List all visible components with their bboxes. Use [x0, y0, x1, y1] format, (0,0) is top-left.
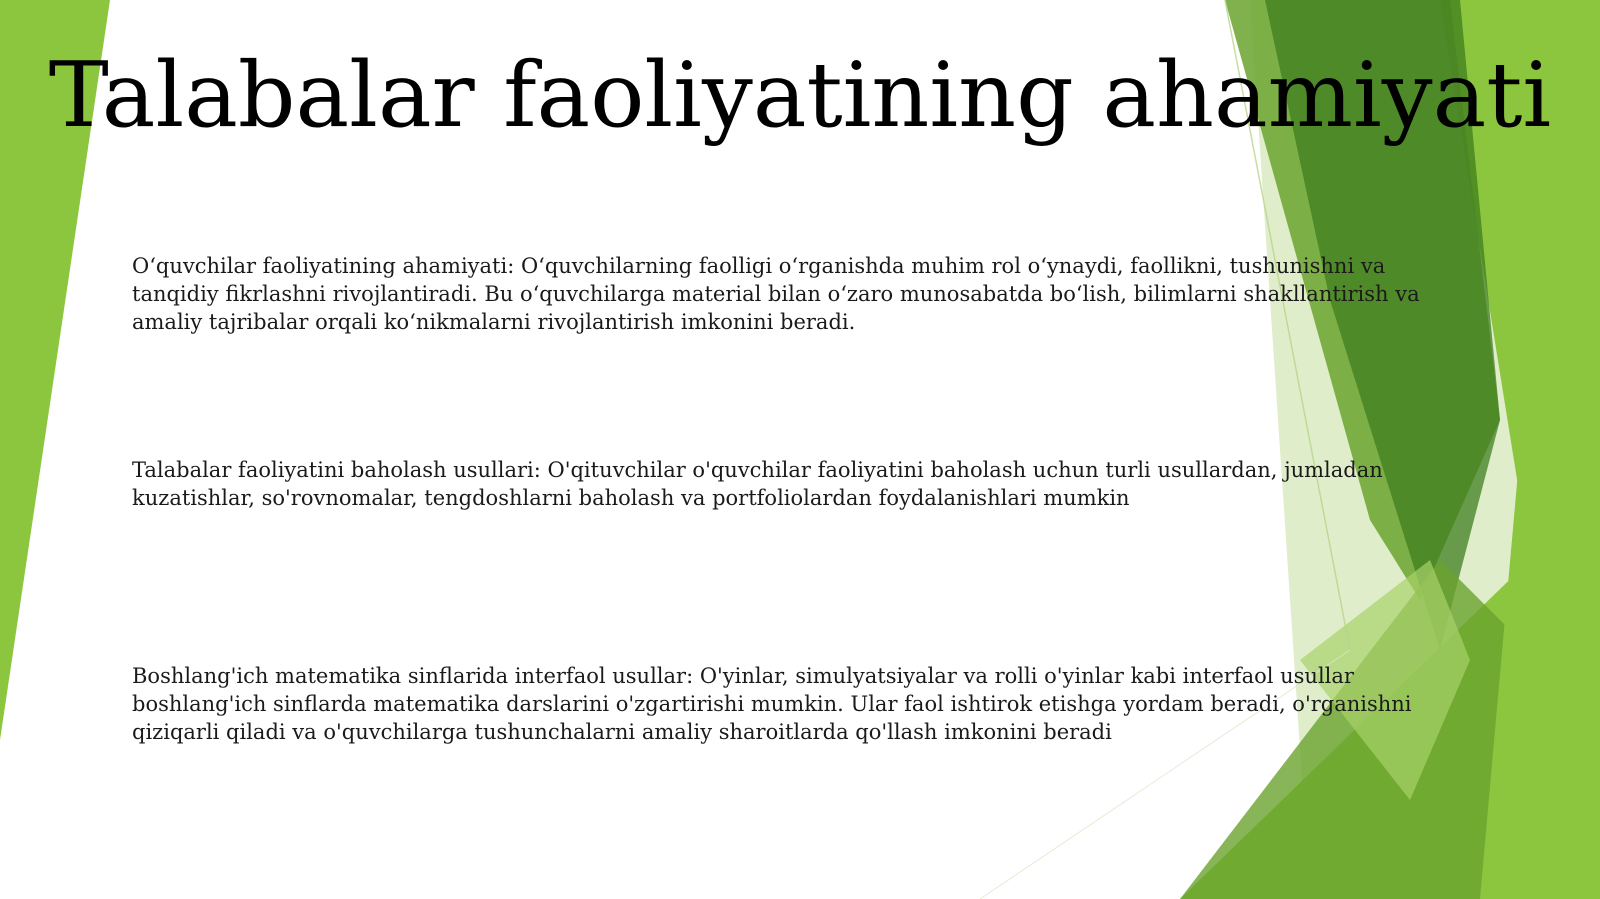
paragraph-student-activity-importance: O‘quvchilar faoliyatining ahamiyati: O‘quvchilarning faolligi o‘rganishda muhim rol o‘ynaydi, faollikni, tushunishni va tanqidiy fikrlashni rivojlantiradi. Bu o‘quvchilarga material bilan o‘zaro munosabatda bo‘lish, bilimlarni shakllantirish va amaliy tajribalar orqali ko‘nikmalarni rivojlantirish imkonini beradi. — [132, 254, 1420, 334]
paragraph-interactive-methods: Boshlang'ich matematika sinflarida interfaol usullar: O'yinlar, simulyatsiyalar va rolli o'yinlar kabi interfaol usullar boshlang'ich sinflarda matematika darslarini o'zgartirishi mumkin. Ular faol ishtirok etishga yordam beradi, o'rganishni qiziqarli qiladi va o'quvchilarga tushunchalarni amaliy sharoitlarda qo'llash imkonini beradi — [132, 664, 1412, 744]
paragraph-assessment-methods: Talabalar faoliyatini baholash usullari: O'qituvchilar o'quvchilar faoliyatini baholash uchun turli usullardan, jumladan kuzatishlar, so'rovnomalar, tengdoshlarni baholash va portfoliolardan foydalanishlari mumkin — [132, 458, 1383, 510]
slide-title: Talabalar faoliyatining ahamiyati — [48, 43, 1552, 148]
